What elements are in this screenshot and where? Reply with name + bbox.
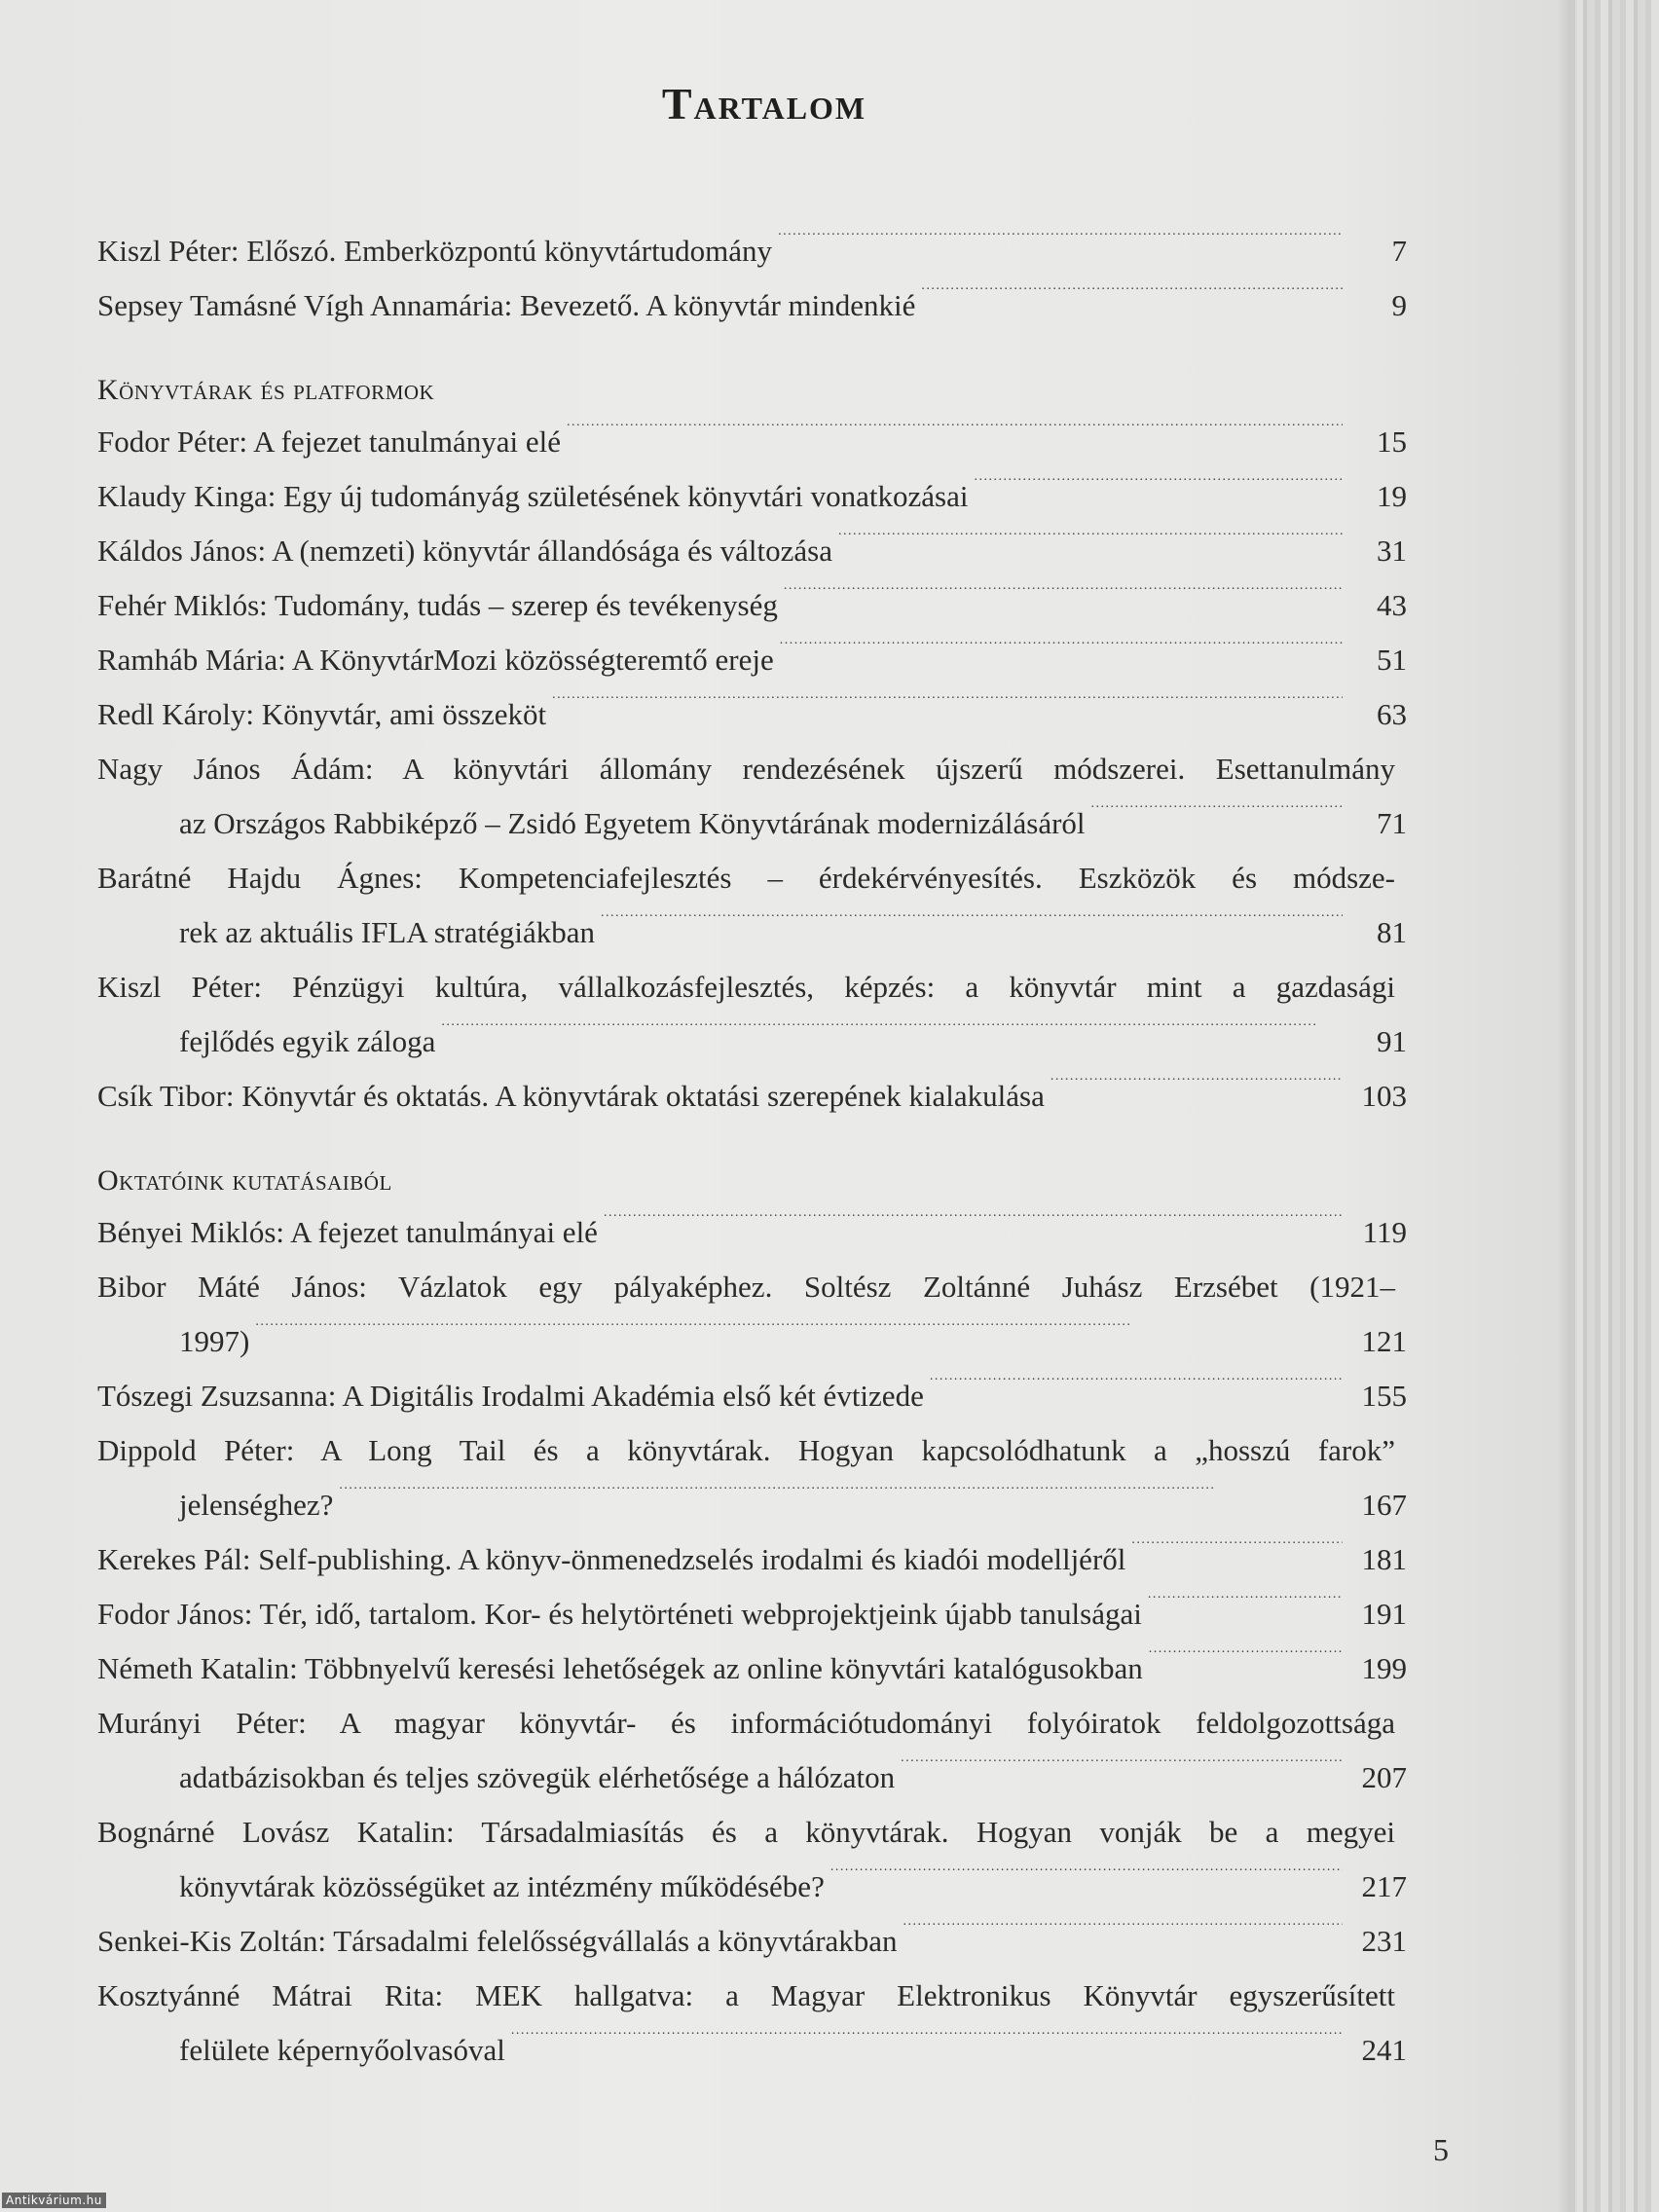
dot-leader (339, 1485, 1343, 1515)
dot-leader (778, 231, 1343, 261)
toc-entry-page: 43 (1377, 588, 1407, 622)
toc-entry (97, 1069, 1407, 1124)
toc-entry (97, 224, 1407, 278)
toc-entry-text: 1997) (179, 1324, 250, 1358)
toc-entry (97, 1587, 1407, 1641)
toc-entry-page: 9 (1391, 288, 1407, 322)
toc-entry-text: Klaudy Kinga: Egy új tudományág születésének könyvtári vonatkozásai (97, 479, 969, 513)
toc-entry-text-line: Kosztyánné Mátrai Rita: MEK hallgatva: a Magyar Elektronikus Könyvtár egyszerűsített (97, 1978, 1395, 2012)
toc-entry-text: adatbázisokban és teljes szövegük elérhetősége a hálózaton (179, 1760, 896, 1794)
toc-entry (97, 851, 1407, 960)
toc-entry-last-line (97, 687, 1407, 742)
toc-entry-page: 155 (1361, 1379, 1407, 1413)
toc-entry-text-line: Barátné Hajdu Ágnes: Kompetenciafejlesztés – érdekérvényesítés. Eszközök és módsze- (97, 861, 1395, 895)
dot-leader (930, 1376, 1343, 1406)
toc-entry-text: Ramháb Mária: A KönyvtárMozi közösségteremtő ereje (97, 643, 774, 677)
toc-entry-page: 217 (1361, 1869, 1407, 1903)
table-of-contents (97, 224, 1407, 2078)
toc-entry-page: 19 (1377, 479, 1407, 513)
toc-entry-page: 91 (1377, 1024, 1407, 1058)
dot-leader (604, 1212, 1343, 1242)
toc-entry-page: 231 (1361, 1924, 1407, 1958)
toc-entry-last-line (97, 1914, 1407, 1969)
toc-entry-text: Fodor Péter: A fejezet tanulmányai elé (97, 424, 562, 459)
toc-entry-page: 191 (1361, 1597, 1407, 1631)
toc-entry-page: 81 (1377, 915, 1407, 949)
section-heading: Oktatóink kutatásaiból (97, 1164, 392, 1197)
toc-entry-text: Káldos János: A (nemzeti) könyvtár állandósága és változása (97, 534, 832, 568)
toc-entry-last-line (97, 415, 1407, 469)
toc-entry-text-line: Murányi Péter: A magyar könyvtár- és információtudományi folyóiratok feldolgozottsága (97, 1706, 1395, 1740)
toc-entry (97, 278, 1407, 333)
toc-entry-last-line (97, 1014, 1407, 1069)
dot-leader (921, 285, 1343, 315)
toc-entry (97, 578, 1407, 633)
toc-entry-last-line (97, 633, 1407, 687)
toc-entry-text: Németh Katalin: Többnyelvű keresési lehetőségek az online könyvtári katalógusokban (97, 1651, 1143, 1685)
toc-entry-last-line (97, 1860, 1407, 1914)
toc-sections (97, 366, 1407, 2078)
toc-entry-text-line: Bognárné Lovász Katalin: Társadalmiasítás és a könyvtárak. Hogyan vonják be a megyei (97, 1815, 1395, 1849)
toc-entry (97, 1260, 1407, 1369)
toc-entry (97, 1423, 1407, 1532)
toc-entry-page: 7 (1391, 234, 1407, 268)
dot-leader (511, 2030, 1343, 2060)
toc-entry-page: 121 (1361, 1324, 1407, 1358)
toc-entry-page: 207 (1361, 1760, 1407, 1794)
toc-entry-page: 31 (1377, 534, 1407, 568)
front-matter-entries (97, 224, 1407, 333)
toc-section (97, 366, 1407, 1124)
toc-entry-text-line: Kiszl Péter: Pénzügyi kultúra, vállalkozásfejlesztés, képzés: a könyvtár mint a gazdasági (97, 970, 1395, 1004)
toc-entry-last-line (97, 1587, 1407, 1641)
dot-leader (1131, 1539, 1343, 1569)
toc-entry-text: Sepsey Tamásné Vígh Annamária: Bevezető. A könyvtár mindenkié (97, 288, 916, 322)
toc-entry-page: 119 (1362, 1215, 1407, 1249)
toc-entry-last-line (97, 1069, 1407, 1124)
toc-entry-text: Tószegi Zsuzsanna: A Digitális Irodalmi Akadémia első két évtizede (97, 1379, 924, 1413)
toc-entry-last-line (97, 1478, 1407, 1532)
toc-entry (97, 1914, 1407, 1969)
dot-leader (255, 1321, 1343, 1351)
section-heading: Könyvtárak és platformok (97, 374, 435, 406)
toc-entry (97, 633, 1407, 687)
toc-entry-text: könyvtárak közösségüket az intézmény működésébe? (179, 1869, 825, 1903)
toc-entry-last-line (97, 1314, 1407, 1369)
toc-entry (97, 469, 1407, 524)
toc-entry-last-line (97, 905, 1407, 960)
toc-entry (97, 415, 1407, 469)
toc-entry-text: Kerekes Pál: Self-publishing. A könyv-önmenedzselés irodalmi és kiadói modelljéről (97, 1542, 1126, 1576)
toc-entry-text: Kiszl Péter: Előszó. Emberközpontú könyvtártudomány (97, 234, 773, 268)
toc-entry-last-line (97, 224, 1407, 278)
dot-leader (1051, 1076, 1343, 1106)
toc-entry-text: Redl Károly: Könyvtár, ami összeköt (97, 697, 547, 731)
toc-entry-text: az Országos Rabbiképző – Zsidó Egyetem Könyvtárának modernizálásáról (179, 806, 1086, 840)
toc-entry-text-line: Nagy János Ádám: A könyvtári állomány rendezésének újszerű módszerei. Esettanulmány (97, 752, 1395, 786)
toc-entry-last-line (97, 278, 1407, 333)
toc-entry-page: 241 (1361, 2033, 1407, 2067)
toc-entry-text: felülete képernyőolvasóval (179, 2033, 505, 2067)
toc-entry (97, 1696, 1407, 1805)
watermark-label: Antikvárium.hu (2, 2193, 106, 2208)
toc-entry-page: 71 (1377, 806, 1407, 840)
toc-entry (97, 1369, 1407, 1423)
dot-leader (1091, 803, 1343, 833)
dot-leader (838, 531, 1343, 561)
dot-leader (784, 585, 1343, 615)
toc-entry (97, 960, 1407, 1069)
dot-leader (780, 640, 1343, 670)
toc-entry-page: 199 (1361, 1651, 1407, 1685)
toc-entry-last-line (97, 1532, 1407, 1587)
toc-entry (97, 1532, 1407, 1587)
toc-entry-page: 103 (1361, 1079, 1407, 1113)
dot-leader (901, 1757, 1343, 1788)
toc-entry (97, 687, 1407, 742)
dot-leader (830, 1866, 1343, 1897)
toc-entry-text: jelenséghez? (179, 1488, 334, 1522)
toc-entry-text: fejlődés egyik záloga (179, 1024, 436, 1058)
toc-section (97, 1157, 1407, 2078)
toc-entry-text: rek az aktuális IFLA stratégiákban (179, 915, 595, 949)
toc-entry-page: 15 (1377, 424, 1407, 459)
dot-leader (601, 912, 1343, 942)
toc-entry-page: 181 (1361, 1542, 1407, 1576)
toc-entry-last-line (97, 1205, 1407, 1260)
toc-entry-last-line (97, 2023, 1407, 2078)
dot-leader (567, 422, 1343, 452)
toc-entry (97, 524, 1407, 578)
toc-entry-text: Fodor János: Tér, idő, tartalom. Kor- és helytörténeti webprojektjeink újabb tanulságai (97, 1597, 1142, 1631)
toc-entry-text: Csík Tibor: Könyvtár és oktatás. A könyvtárak oktatási szerepének kialakulása (97, 1079, 1045, 1113)
toc-entry (97, 1805, 1407, 1914)
book-page-edges (1569, 0, 1659, 2212)
toc-entry-page: 63 (1377, 697, 1407, 731)
toc-entry (97, 742, 1407, 851)
toc-entry-text: Bényei Miklós: A fejezet tanulmányai elé (97, 1215, 598, 1249)
toc-entry (97, 1969, 1407, 2078)
page-title: Tartalom (661, 79, 867, 129)
toc-entry-text-line: Dippold Péter: A Long Tail és a könyvtárak. Hogyan kapcsolódhatunk a „hosszú farok” (97, 1433, 1395, 1467)
toc-entry-last-line (97, 1641, 1407, 1696)
dot-leader (903, 1921, 1343, 1951)
toc-entry-last-line (97, 578, 1407, 633)
dot-leader (1149, 1648, 1343, 1678)
toc-entry-page: 167 (1361, 1488, 1407, 1522)
toc-entry-text-line: Bibor Máté János: Vázlatok egy pályaképhez. Soltész Zoltánné Juhász Erzsébet (1921– (97, 1270, 1395, 1304)
toc-entry (97, 1205, 1407, 1260)
toc-entry-last-line (97, 1369, 1407, 1423)
toc-entry (97, 1641, 1407, 1696)
dot-leader (441, 1021, 1343, 1051)
toc-entry-last-line (97, 1751, 1407, 1805)
dot-leader (552, 694, 1343, 724)
toc-entry-page: 51 (1377, 643, 1407, 677)
toc-entry-text: Fehér Miklós: Tudomány, tudás – szerep és tevékenység (97, 588, 778, 622)
dot-leader (974, 476, 1343, 506)
toc-entry-text: Senkei-Kis Zoltán: Társadalmi felelősségvállalás a könyvtárakban (97, 1924, 898, 1958)
toc-entry-last-line (97, 469, 1407, 524)
toc-entry-last-line (97, 524, 1407, 578)
dot-leader (1148, 1594, 1343, 1624)
toc-entry-last-line (97, 796, 1407, 851)
page-number: 5 (1433, 2132, 1449, 2167)
